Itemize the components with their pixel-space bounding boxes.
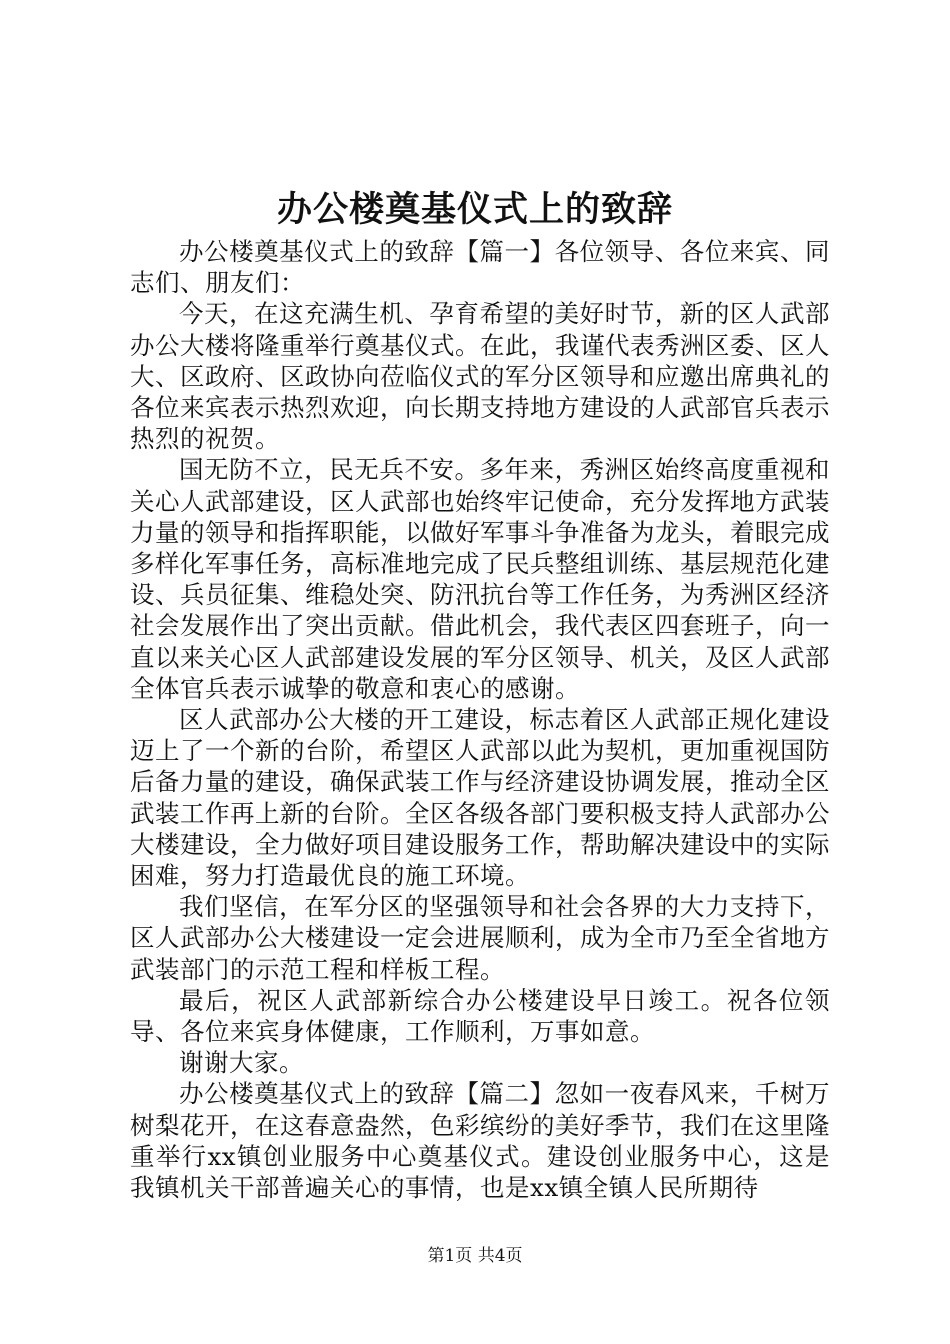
paragraph: 谢谢大家。 <box>179 1048 304 1078</box>
page-footer: 第1页 共4页 <box>427 1246 523 1266</box>
paragraph: 办公楼奠基仪式上的致辞【篇二】忽如一夜春风来，千树万树梨花开，在这春意盎然，色彩缤纷的美好季节，我们在这里隆重举行xx镇创业服务中心奠基仪式。建设创业服务中心，这是我镇机关干部普遍关心的事情，也是xx镇全镇人民所期待 <box>130 1079 830 1203</box>
document-title: 办公楼奠基仪式上的致辞 <box>276 189 673 230</box>
document-body <box>130 236 830 1203</box>
paragraph: 今天，在这充满生机、孕育希望的美好时节，新的区人武部办公大楼将隆重举行奠基仪式。在此，我谨代表秀洲区委、区人大、区政府、区政协向莅临仪式的军分区领导和应邀出席典礼的各位来宾表示热烈欢迎，向长期支持地方建设的人武部官兵表示热烈的祝贺。 <box>130 299 830 454</box>
paragraph: 区人武部办公大楼的开工建设，标志着区人武部正规化建设迈上了一个新的台阶，希望区人武部以此为契机，更加重视国防后备力量的建设，确保武装工作与经济建设协调发展，推动全区武装工作再上新的台阶。全区各级各部门要积极支持人武部办公大楼建设，全力做好项目建设服务工作，帮助解决建设中的实际困难，努力打造最优良的施工环境。 <box>130 705 830 891</box>
paragraph: 最后，祝区人武部新综合办公楼建设早日竣工。祝各位领导、各位来宾身体健康，工作顺利，万事如意。 <box>130 985 830 1047</box>
paragraph: 办公楼奠基仪式上的致辞【篇一】各位领导、各位来宾、同志们、朋友们： <box>130 237 830 298</box>
paragraph: 国无防不立，民无兵不安。多年来，秀洲区始终高度重视和关心人武部建设，区人武部也始终牢记使命，充分发挥地方武装力量的领导和指挥职能，以做好军事斗争准备为龙头，着眼完成多样化军事任务，高标准地完成了民兵整组训练、基层规范化建设、兵员征集、维稳处突、防汛抗台等工作任务，为秀洲区经济社会发展作出了突出贡献。借此机会，我代表区四套班子，向一直以来关心区人武部建设发展的军分区领导、机关，及区人武部全体官兵表示诚挚的敬意和衷心的感谢。 <box>130 455 830 703</box>
paragraph: 我们坚信，在军分区的坚强领导和社会各界的大力支持下，区人武部办公大楼建设一定会进展顺利，成为全市乃至全省地方武装部门的示范工程和样板工程。 <box>130 892 830 984</box>
